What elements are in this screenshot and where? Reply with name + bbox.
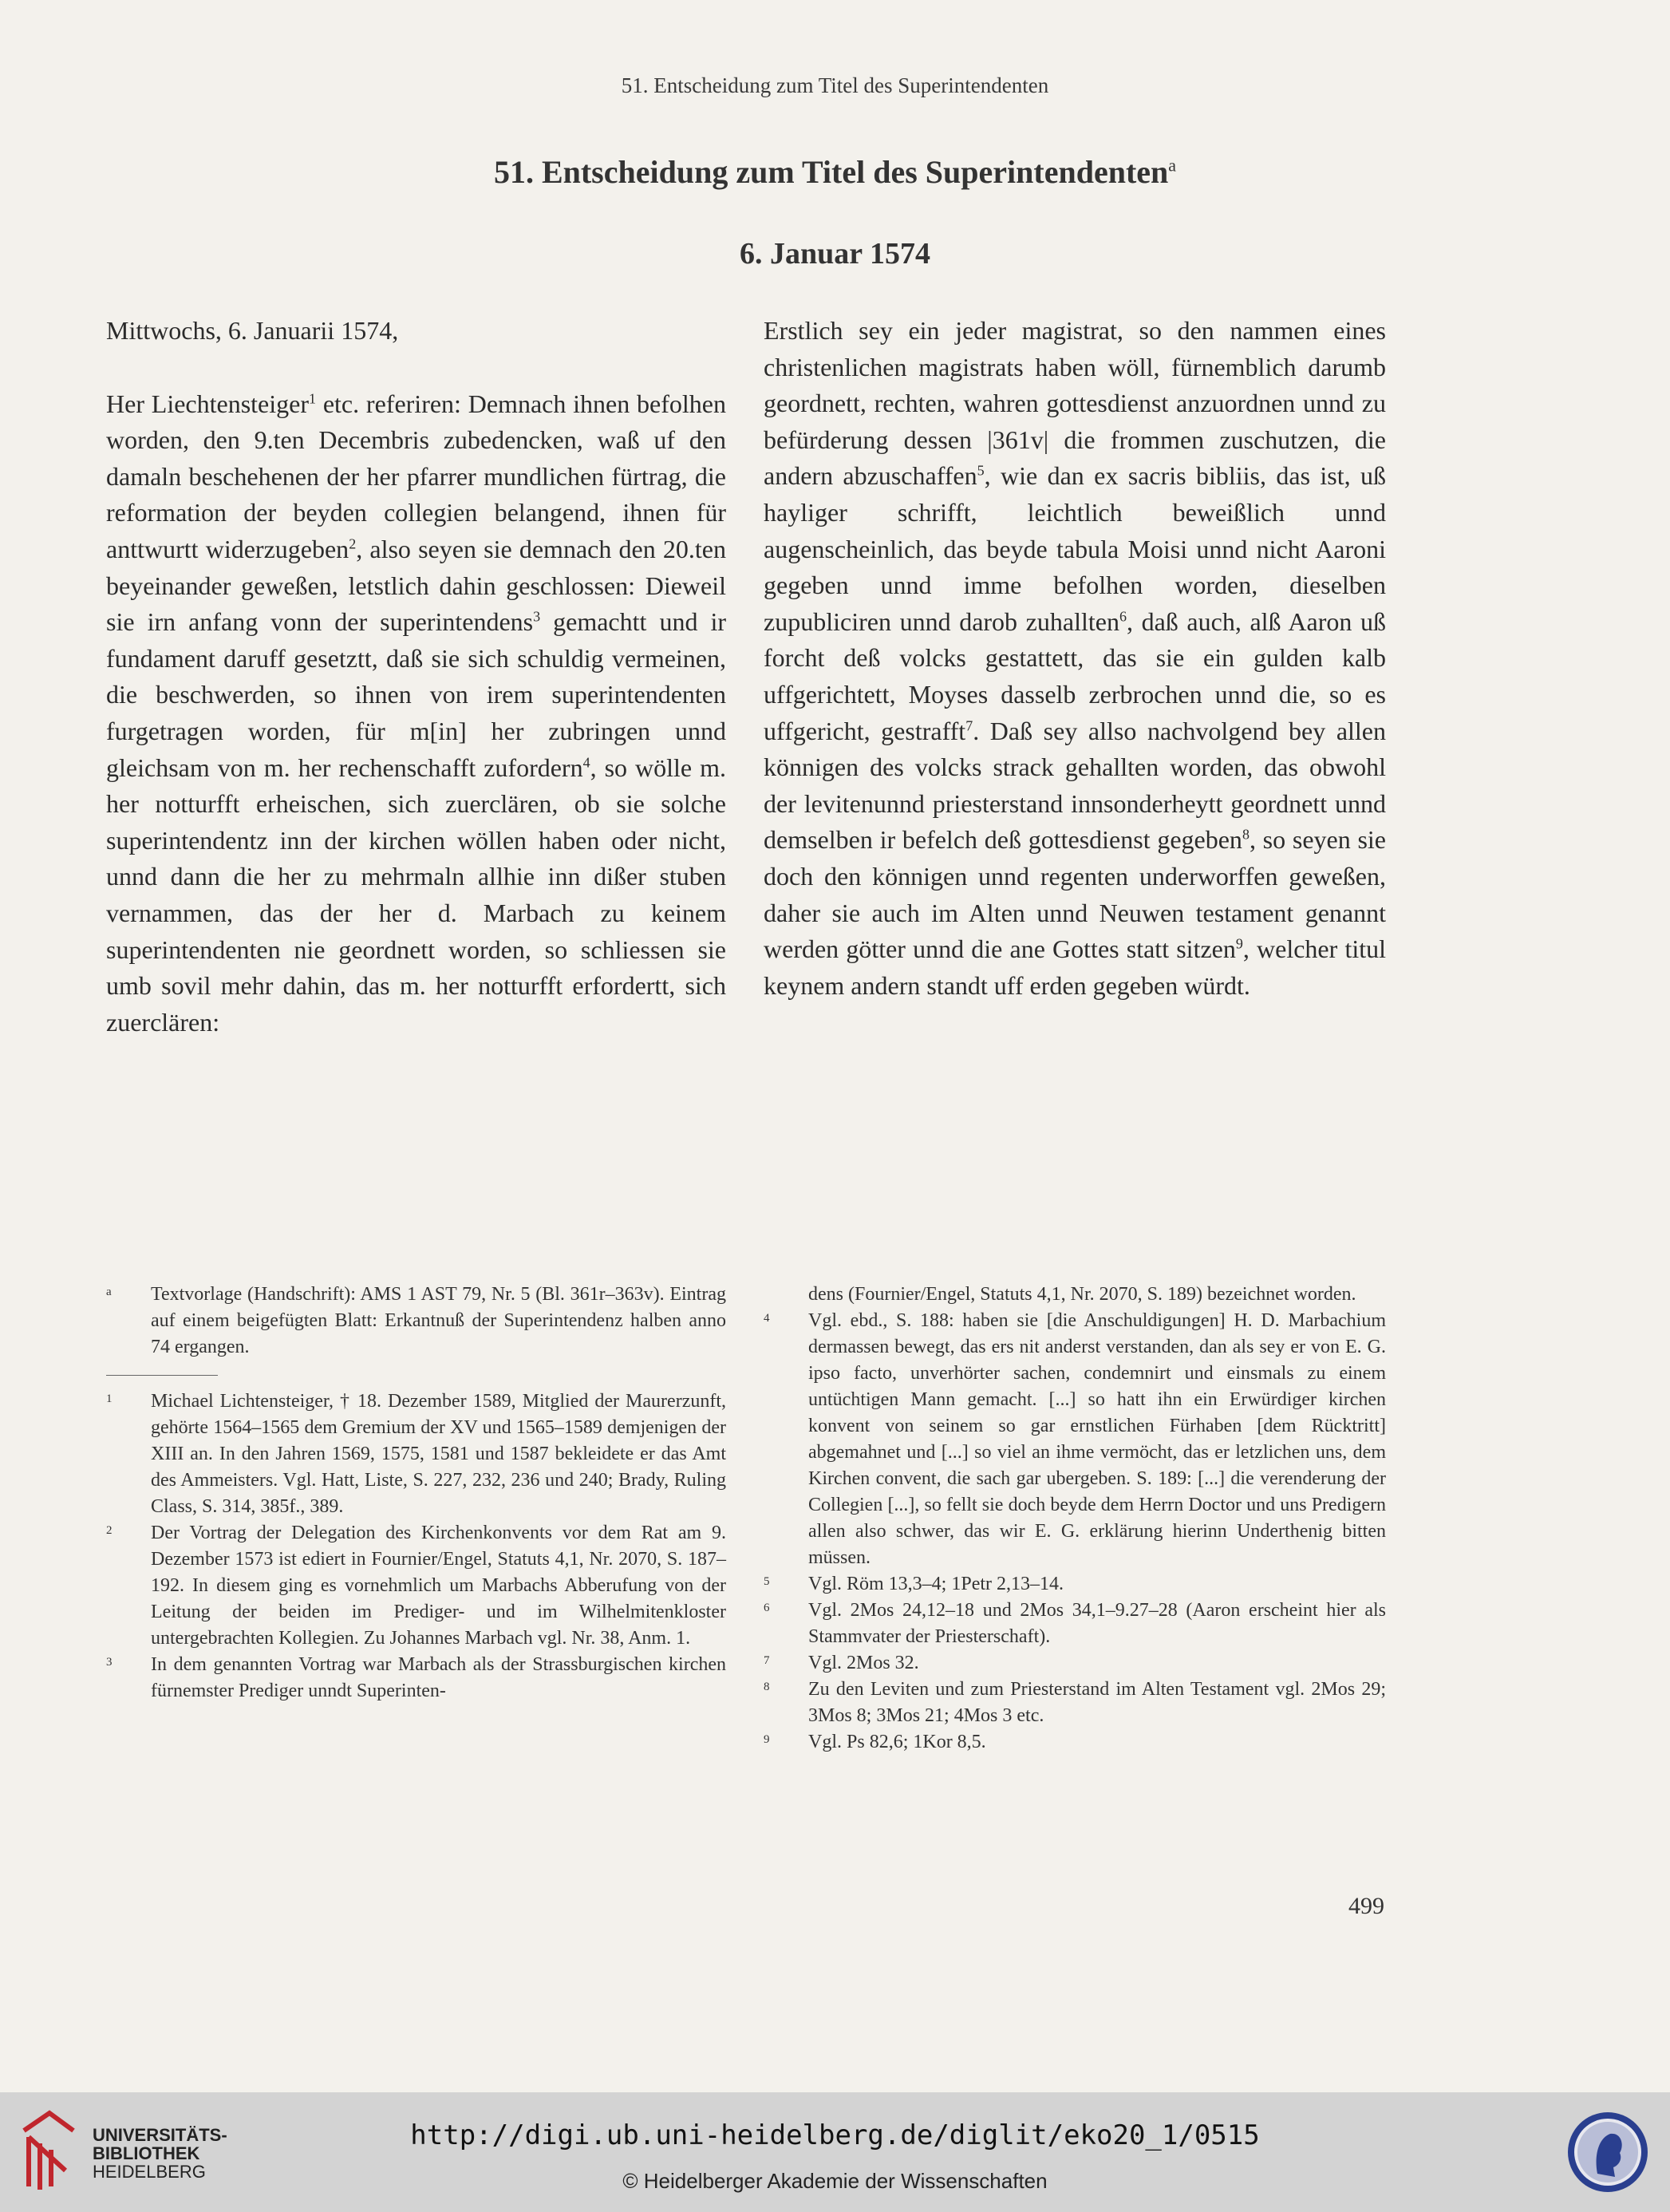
document-title-text: 51. Entscheidung zum Titel des Superintendenten [493,154,1169,190]
footnote-reference: 7 [965,717,973,733]
library-name-line2: BIBLIOTHEK [93,2143,200,2163]
footnote-text: Vgl. Ps 82,6; 1Kor 8,5. [808,1732,986,1752]
footnote-text: Der Vortrag der Delegation des Kirchenkonvents vor dem Rat am 9. Dezember 1573 ist ediert in Fournier/Engel, Statuts 4,1, Nr. 2070, S. 187–192. In diesem ging es vornehmlich um Marbachs Abberufung von der Leitung der beiden im Prediger- und im Wilhelmitenkloster untergebrachten Kollegien. Zu Johannes Marbach vgl. Nr. 38, Anm. 1. [151,1523,726,1649]
body-text-run: , also seyen sie demnach den 20.ten beyeinander geweßen, letstlich dahin geschlossen: Dieweil sie irn anfang vonn der superintendens [106,534,727,637]
library-name-line1: UNIVERSITÄTS- [93,2125,227,2145]
library-name-line3: HEIDELBERG [93,2162,206,2182]
footnote-marker: a [106,1286,112,1298]
opening-line: Mittwochs, 6. Januarii 1574, [106,316,399,345]
footnote-1 [106,1388,726,1520]
footnote-8 [764,1677,1386,1729]
footnote-6 [764,1598,1386,1650]
footnote-marker: 9 [764,1733,770,1746]
footnotes-right [764,1282,1386,1756]
footnote-list-right [764,1308,1386,1756]
title-note-marker: a [1168,155,1177,176]
footnote-marker: 3 [106,1656,113,1669]
footnote-text: Vgl. 2Mos 24,12–18 und 2Mos 34,1–9.27–28 (Aaron erscheint hier als Stammvater der Priesterschaft). [808,1600,1386,1647]
permalink-url[interactable]: http://digi.ub.uni-heidelberg.de/diglit/eko20_1/0515 [410,2119,1260,2151]
footnote-marker: 1 [106,1392,113,1405]
footnote-4 [764,1308,1386,1571]
footnote-text: Textvorlage (Handschrift): AMS 1 AST 79, Nr. 5 (Bl. 361r–363v). Eintrag auf einem beigefügten Blatt: Erkantnuß der Superintendenz halben anno 74 ergangen. [151,1284,726,1357]
footnote-marker: 6 [764,1602,770,1614]
footnote-text: Vgl. ebd., S. 188: haben sie [die Anschuldigungen] H. D. Marbachium dermassen bewegt, das ers nit anderst verstanden, dan als sey er von E. G. ipso facto, unverhörter sachen, condemnirt und einsmals zu einem untüchtigen Mann gemacht. [...] so hatt ihn ein Erwürdiger kirchen konvent von seinem so gar ernstlichen Fürhaben [dem Rücktritt] abgemahnet und [...] so viel an ihme vermöcht, das er letzlichen uns, dem Kirchen convent, die sach gar ubergeben. S. 189: [...] die verenderung der Collegien [...], so fellt sie doch beyde dem Herrn Doctor und uns Predigern allen also schwer, das wir E. G. erklärung hierinn Underthenig bitten müssen. [808,1310,1386,1568]
page-number: 499 [1348,1893,1384,1919]
footnote-reference: 3 [533,608,541,625]
left-body-paragraph [106,386,726,1041]
footnotes-left [106,1282,726,1704]
body-text-run: , daß auch, alß Aaron uß forcht deß volcks gestattett, das sie ein gulden kalb uffgerichtett, Moyses dasselb zerbrochen unnd die, so es uffgericht, gestrafft [764,606,1387,745]
footnote-text: Zu den Leviten und zum Priesterstand im Alten Testament vgl. 2Mos 29; 3Mos 8; 3Mos 21; 4Mos 3 etc. [808,1679,1386,1726]
footnote-marker: 2 [106,1524,113,1537]
footnote-text: Vgl. 2Mos 32. [808,1653,919,1673]
footnote-reference: 2 [349,535,357,552]
footnote-reference: 8 [1242,826,1250,843]
footnote-marker: 7 [764,1654,770,1667]
footnote-9 [764,1729,1386,1756]
body-text-run: Her Liechtensteiger [106,389,310,418]
body-text-run: , wie dan ex sacris bibliis, das ist, uß hayliger schrifft, leichtlich beweißlich unnd augenscheinlich, das beyde tabula Moisi unnd nicht Aaroni gegeben unnd imme befolhen worden, dieselben zupubliciren unnd darob zuhallten [764,461,1387,636]
copyright-notice: © Heidelberger Akademie der Wissenschaften [622,2169,1048,2193]
document-title [0,153,1670,191]
running-head: 51. Entscheidung zum Titel des Superintendenten [621,73,1049,97]
right-body-paragraph [764,313,1386,1004]
footnote-reference: 9 [1235,935,1243,952]
footnote-2 [106,1520,726,1652]
academy-seal-icon [1565,2110,1650,2194]
footnote-marker: 8 [764,1681,770,1693]
footnote-3 [106,1652,726,1704]
viewer-footer [0,2092,1670,2212]
footnote-list-left [106,1388,726,1704]
footnote-7 [764,1650,1386,1677]
footnote-reference: 6 [1119,608,1127,625]
body-text-run: etc. referiren: Demnach ihnen befolhen worden, den 9.ten Decembris zubedencken, waß uf den damaln beschehenen der her pfarrer mundlichen fürtrag, die reformation der beyden collegien belangend, ihnen für anttwurtt widerzugeben [106,389,727,563]
footnote-reference: 4 [582,753,590,770]
document-date: 6. Januar 1574 [740,237,930,271]
body-text-run: . Daß sey allso nachvolgend bey allen könnigen des volcks strack gehallten worden, das obwohl der levitenunnd priesterstand innsonderheytt geordnett unnd demselben ir befelch deß gottesdienst gegeben [764,716,1387,855]
body-text-run: , welcher titul keynem andern standt uff erden gegeben würdt. [764,934,1387,1000]
footnote-text: Michael Lichtensteiger, † 18. Dezember 1589, Mitglied der Maurerzunft, gehörte 1564–1565 dem Gremium der XV und 1565–1589 demjenigen der XIII an. In den Jahren 1569, 1575, 1581 und 1587 bekleidete er das Amt des Ammeisters. Vgl. Hatt, Liste, S. 227, 232, 236 und 240; Brady, Ruling Class, S. 314, 385f., 389. [151,1391,726,1517]
footnote-marker: 5 [764,1575,770,1588]
right-text-column [764,313,1386,1004]
footnote-a [106,1282,726,1361]
footnote-reference: 1 [309,389,317,406]
footnote-divider [106,1375,218,1376]
body-text-run: , so seyen sie doch den könnigen unnd regenten underworffen geweßen, daher sie auch im Alten unnd Neuwen testament genannt werden götter unnd die ane Gottes statt sitzen [764,825,1387,964]
footnote-text: In dem genannten Vortrag war Marbach als der Strassburgischen kirchen fürnemster Prediger unndt Superinten- [151,1654,726,1701]
footnote-continuation: dens (Fournier/Engel, Statuts 4,1, Nr. 2070, S. 189) bezeichnet worden. [808,1284,1356,1305]
footnote-reference: 5 [977,462,985,479]
left-text-column [106,313,726,1041]
footnote-text: Vgl. Röm 13,3–4; 1Petr 2,13–14. [808,1574,1064,1594]
footnote-5 [764,1571,1386,1598]
footnote-marker: 4 [764,1312,770,1325]
body-text-run: Erstlich sey ein jeder magistrat, so den nammen eines christenlichen magistrats haben wöll, fürnemblich darumb geordnett, rechten, wahren gottesdienst anzuordnen unnd zu befürderung dessen |361v| die frommen zuschutzen, die andern abzuschaffen [764,316,1386,491]
body-text-run: gemachtt und ir fundament daruff gesetztt, daß sie sich schuldig vermeinen, die beschwerden, so ihnen von irem superintendenten furgetragen worden, für m[in] her zubringen unnd gleichsam von m. her rechenschafft zufordern [106,607,727,782]
body-text-run: , so wölle m. her notturfft erheischen, sich zuerclären, ob sie solche superintendentz inn der kirchen wöllen haben oder nicht, unnd dann die her zu mehrmaln allhie inn dißer stuben vernammen, das der her d. Marbach zu keinem superintendenten nie geordnett worden, so schliessen sie umb sovil mehr dahin, das m. her notturfft erfordertt, sich zuerclären: [106,752,727,1037]
